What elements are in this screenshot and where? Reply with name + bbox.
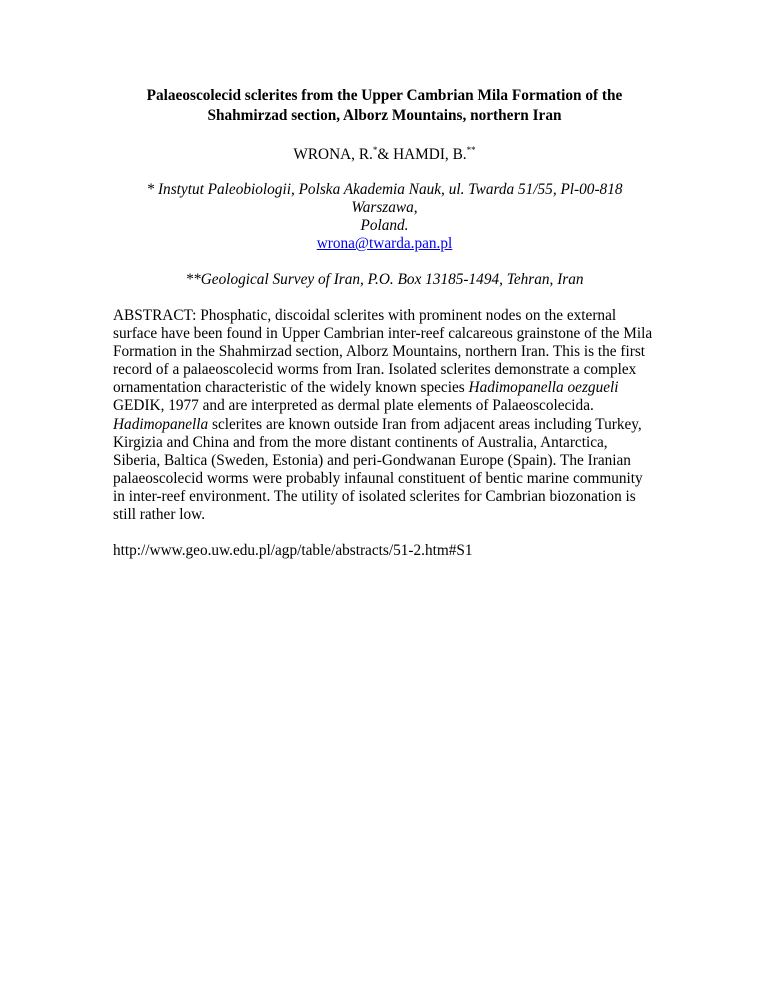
- title-line-2: Shahmirzad section, Alborz Mountains, northern Iran: [207, 107, 562, 124]
- affiliation-1-line-2: Poland.: [360, 217, 409, 234]
- author-hamdi-mark: **: [466, 145, 476, 155]
- source-url: http://www.geo.uw.edu.pl/agp/table/abstracts/51-2.htm#S1: [113, 542, 473, 560]
- species-name-1: Hadimopanella oezgueli: [468, 379, 619, 397]
- email-line: [113, 235, 656, 253]
- abstract-part-1: ABSTRACT: Phosphatic, discoidal sclerites with prominent nodes on the external surface have been found in Upper Cambrian inter-reef calcareous grainstone of the Mila Formation in the Shahmirzad section, Alborz Mountains, northern Iran. This is the first record of a palaeoscolecid worms from Iran. Isolated sclerites demonstrate a complex ornamentation characteristic of the widely known species: [113, 307, 653, 397]
- email-link[interactable]: wrona@twarda.pan.pl: [316, 235, 453, 252]
- author-wrona: WRONA, R.: [293, 146, 373, 163]
- title-line-1: Palaeoscolecid sclerites from the Upper Cambrian Mila Formation of the: [146, 87, 623, 104]
- abstract: [113, 307, 656, 524]
- affiliation-1: [113, 181, 656, 235]
- abstract-part-2: GEDIK, 1977 and are interpreted as dermal plate elements of Palaeoscolecida.: [113, 397, 594, 415]
- author-list: [113, 145, 656, 165]
- species-name-2: Hadimopanella: [113, 415, 209, 433]
- affiliation-2: **Geological Survey of Iran, P.O. Box 13185-1494, Tehran, Iran: [185, 271, 584, 288]
- abstract-part-3: sclerites are known outside Iran from adjacent areas including Turkey, Kirgizia and China and from the more distant continents of Australia, Antarctica, Siberia, Baltica (Sweden, Estonia) and peri-Gondwanan Europe (Spain). The Iranian palaeoscolecid worms were probably infaunal constituent of bentic marine community in inter-reef environment. The utility of isolated sclerites for Cambrian biozonation is still rather low.: [113, 415, 643, 524]
- affiliation-1-line-1: * Instytut Paleobiologii, Polska Akademia Nauk, ul. Twarda 51/55, Pl-00-818 Warszawa,: [146, 181, 623, 216]
- author-hamdi: & HAMDI, B.: [377, 146, 467, 163]
- author-wrona-mark: *: [372, 145, 378, 155]
- paper-title: [113, 86, 656, 126]
- paper-page: [113, 86, 656, 560]
